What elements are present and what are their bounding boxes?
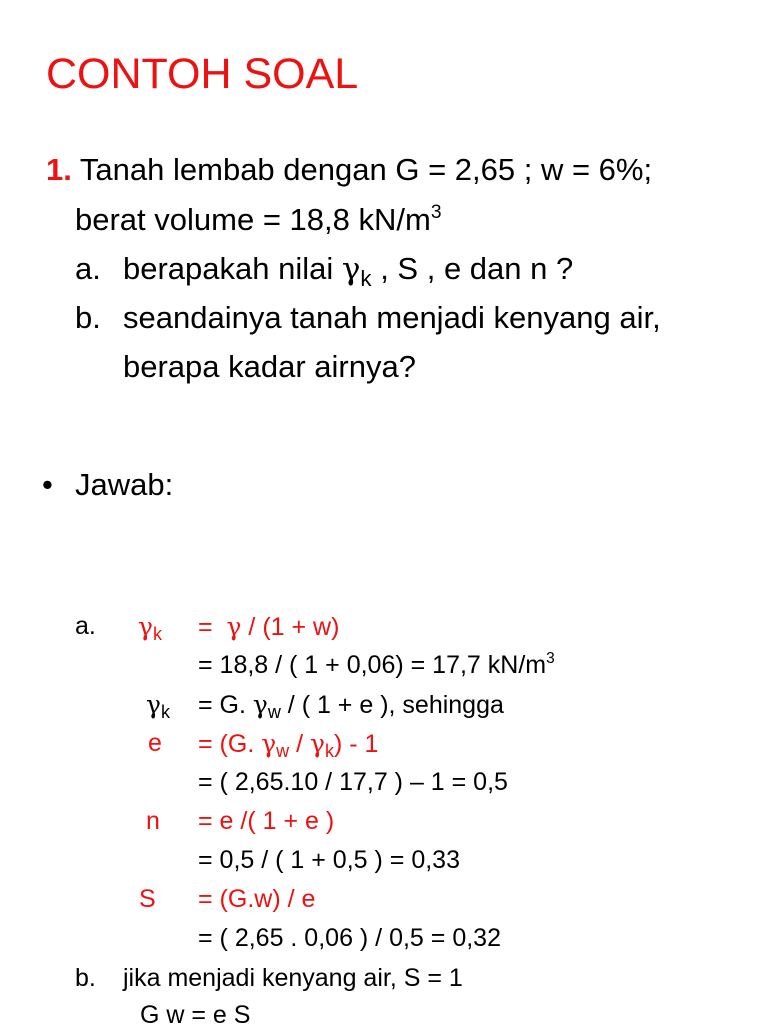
gamma-symbol: γ [252, 690, 268, 719]
question-a-text-pre: berapakah nilai [123, 251, 334, 286]
eq-row-1-lhs [138, 612, 162, 645]
problem-number: 1. [46, 152, 72, 187]
eq-row-3-lhs [146, 690, 170, 723]
question-a [123, 251, 574, 291]
gamma-symbol: γ [138, 612, 153, 641]
superscript-3: 3 [546, 649, 555, 667]
eq-row-9: = ( 2,65 . 0,06 ) / 0,5 = 0,32 [198, 924, 501, 952]
subscript-k: k [152, 624, 162, 645]
gamma-symbol: γ [261, 729, 277, 758]
subscript-k: k [360, 265, 372, 291]
eq-row-1-rhs [198, 612, 339, 642]
eq-row-4-rhs [198, 729, 379, 762]
subscript-k: k [324, 741, 334, 762]
solution-b-next: G w = e S [140, 1001, 251, 1029]
superscript-3: 3 [430, 201, 442, 223]
question-a-marker: a. [75, 251, 101, 286]
solution-b-text: jika menjadi kenyang air, S = 1 [123, 964, 463, 992]
gamma-symbol: γ [310, 729, 325, 758]
eq-row-1-text: / (1 + w) [248, 613, 340, 641]
eq-row-4-pre: = (G. [198, 730, 255, 758]
solution-a-marker: a. [75, 612, 96, 640]
eq-row-3-pre: = G. [198, 691, 246, 719]
eq-row-8-lhs: S [139, 885, 156, 913]
eq-row-6-rhs: = e /( 1 + e ) [198, 807, 335, 835]
question-b-line-2: berapa kadar airnya? [123, 349, 416, 384]
eq-row-4-lhs: e [148, 729, 162, 757]
eq-row-4-post: ) - 1 [333, 730, 379, 758]
page-title: CONTOH SOAL [46, 50, 359, 98]
subscript-w: w [267, 702, 281, 723]
problem-line-2 [75, 202, 442, 238]
subscript-w: w [276, 741, 290, 762]
eq-row-2 [198, 651, 555, 680]
equals-sign: = [198, 613, 213, 641]
gamma-symbol: γ [146, 690, 161, 719]
answer-bullet: • [42, 467, 53, 502]
question-b-line-1: seandainya tanah menjadi kenyang air, [123, 300, 661, 335]
eq-row-2-text: = 18,8 / ( 1 + 0,06) = 17,7 kN/m [198, 651, 547, 679]
solution-b-marker: b. [75, 964, 96, 992]
eq-row-8-rhs: = (G.w) / e [198, 885, 316, 913]
problem-text-2: berat volume = 18,8 kN/m [75, 202, 431, 237]
gamma-symbol: γ [341, 251, 361, 287]
eq-row-5: = ( 2,65.10 / 17,7 ) – 1 = 0,5 [198, 768, 508, 796]
gamma-symbol: γ [226, 612, 242, 641]
eq-row-6-lhs: n [146, 807, 160, 835]
eq-row-4-mid: / [296, 730, 304, 758]
problem-line-1 [46, 152, 652, 188]
eq-row-7: = 0,5 / ( 1 + 0,5 ) = 0,33 [198, 846, 460, 874]
eq-row-3-rhs [198, 690, 504, 723]
problem-text-1: Tanah lembab dengan G = 2,65 ; w = 6%; [79, 152, 653, 187]
question-a-text-post: , S , e dan n ? [380, 251, 574, 286]
subscript-k: k [160, 702, 170, 723]
question-b-marker: b. [75, 300, 101, 335]
answer-label: Jawab: [75, 467, 174, 502]
eq-row-3-post: / ( 1 + e ), sehingga [287, 691, 504, 719]
